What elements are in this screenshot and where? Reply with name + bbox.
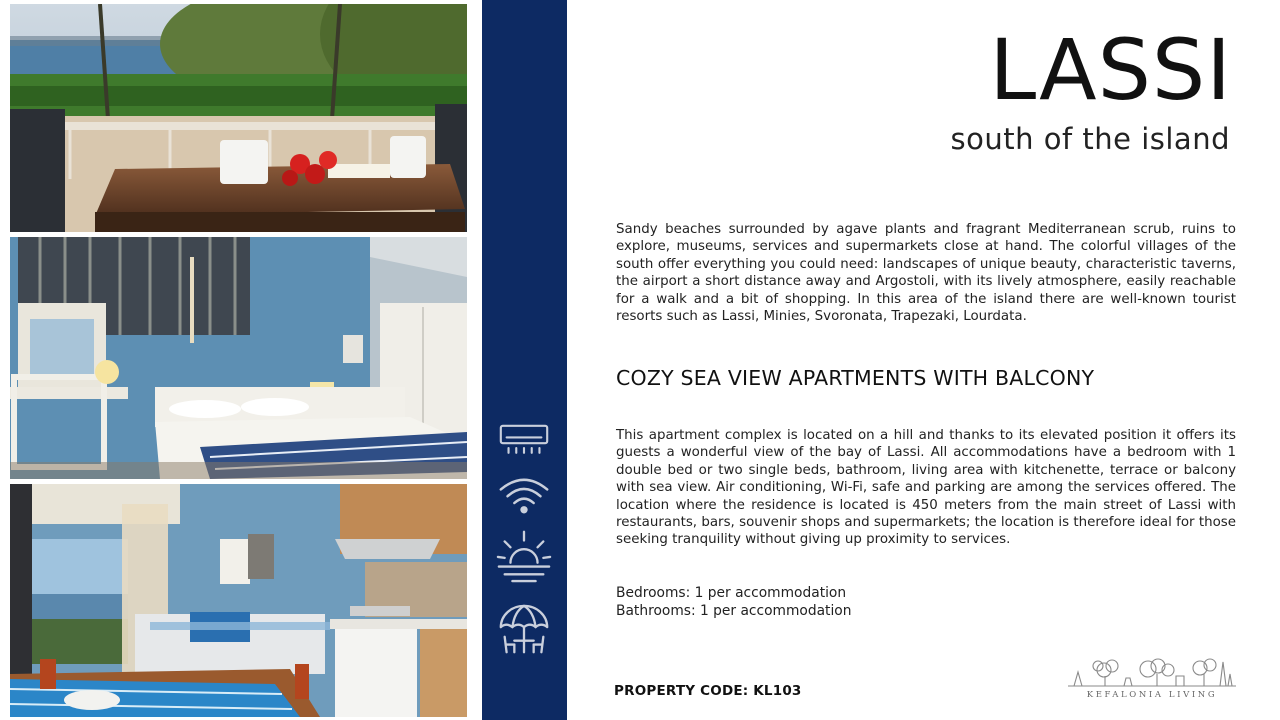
intro-paragraph: Sandy beaches surrounded by agave plants and fragrant Mediterranean scrub, ruins to explore, museums, services and supermarkets close at hand. The colorful villages of the south offer everything you could need: landscapes of unique beauty, characteristic taverns, the airport a short distance away and Argostoli, with its lively atmosphere, easily reachable for a walk and a bit of shopping. In this area of the island there are well-known tourist resorts such as Lassi, Minies, Svoronata, Trapezaki, Lourdata. <box>616 222 1236 325</box>
wifi-icon <box>494 474 554 517</box>
living-kitchenette-photo <box>10 484 467 717</box>
page-subtitle: south of the island <box>950 122 1230 156</box>
bathrooms-fact: Bathrooms: 1 per accommodation <box>616 603 852 619</box>
sunrise-icon <box>494 526 554 586</box>
page-title: LASSI <box>989 21 1232 119</box>
logo-text: KEFALONIA LIVING <box>1086 690 1218 700</box>
accommodation-facts <box>616 584 851 620</box>
balcony-sea-view-photo <box>10 4 467 232</box>
bedroom-photo <box>10 237 467 479</box>
beach-umbrella-icon <box>494 602 554 658</box>
bedrooms-fact: Bedrooms: 1 per accommodation <box>616 585 847 601</box>
air-conditioner-icon <box>494 420 554 459</box>
description-paragraph: This apartment complex is located on a hill and thanks to its elevated position it offers its guests a wonderful view of the bay of Lassi. All accommodations have a bedroom with 1 double bed or two single beds, bathroom, living area with kitchenette, terrace or balcony with sea view. Air conditioning, Wi-Fi, safe and parking are among the services offered. The location where the residence is located is 450 meters from the main street of Lassi with restaurants, bars, souvenir shops and supermarkets; the location is therefore ideal for those seeking tranquility without giving up proximity to services. <box>616 428 1236 548</box>
property-code: PROPERTY CODE: KL103 <box>614 683 802 699</box>
section-heading: COZY SEA VIEW APARTMENTS WITH BALCONY <box>616 366 1095 390</box>
